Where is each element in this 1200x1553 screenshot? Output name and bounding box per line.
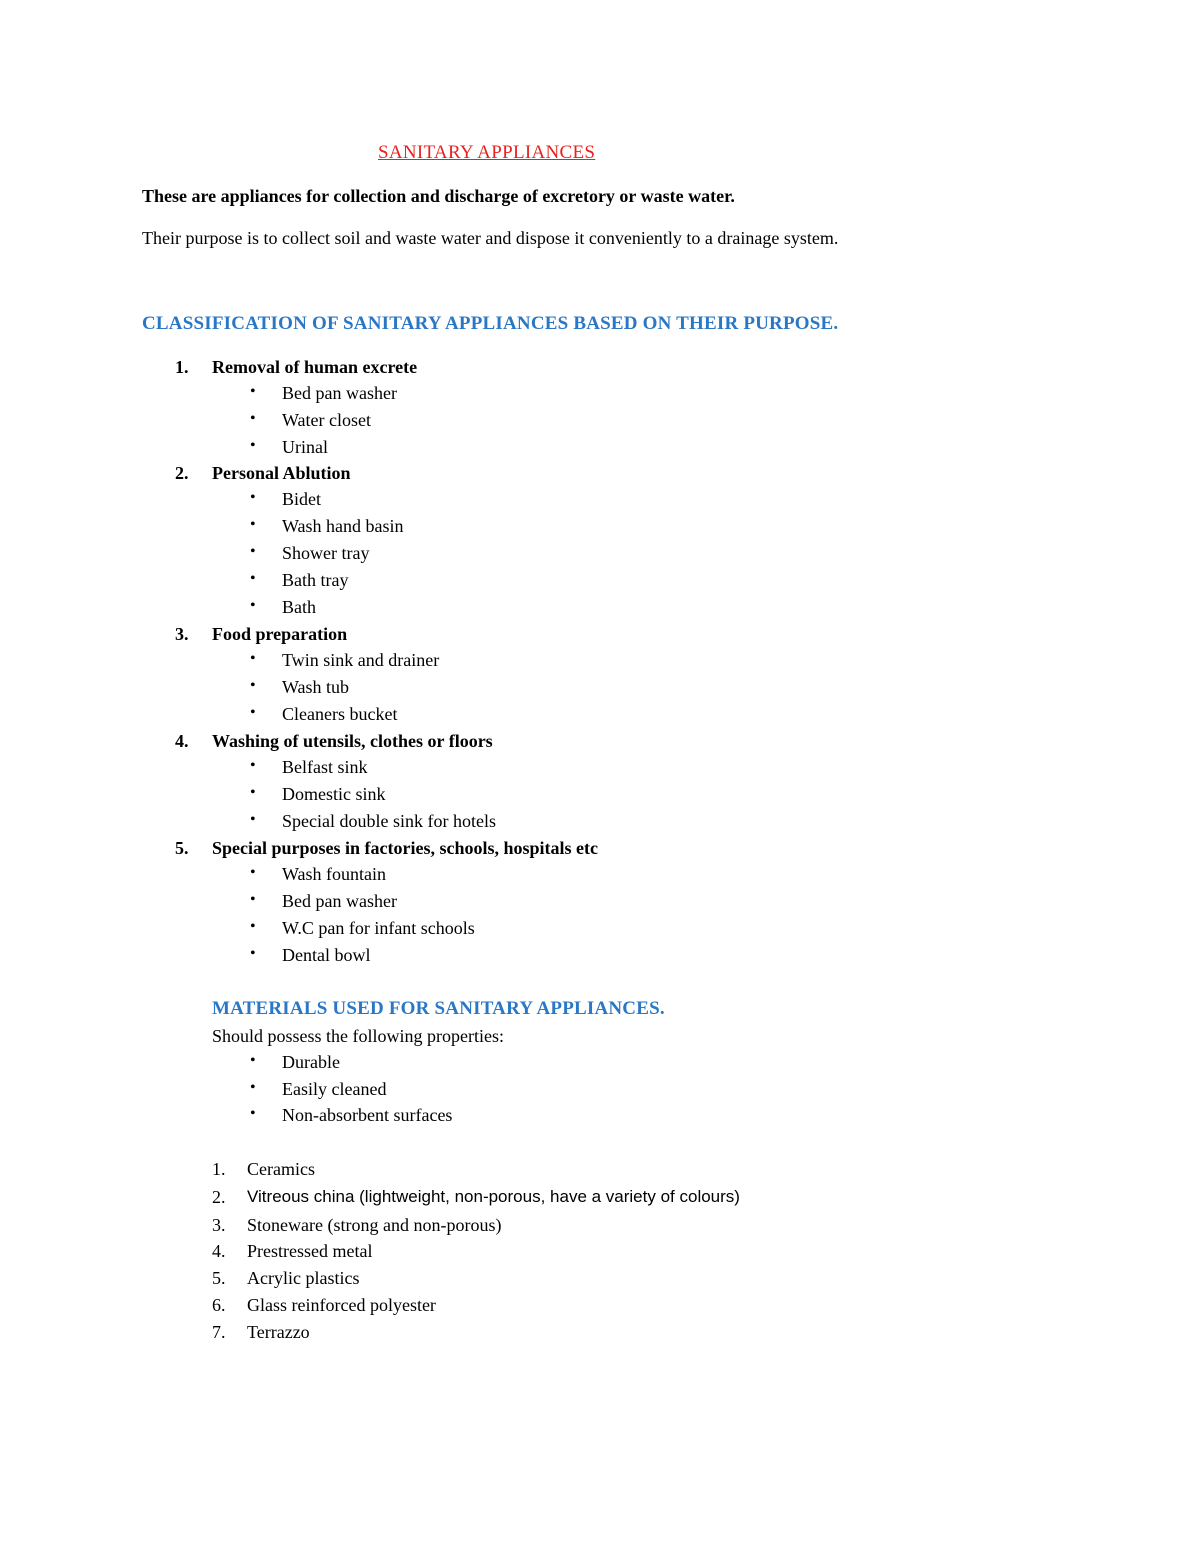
category-number: 4.: [175, 731, 189, 751]
classification-heading: CLASSIFICATION OF SANITARY APPLIANCES BASED ON THEIR PURPOSE.: [142, 313, 839, 334]
materials-heading: MATERIALS USED FOR SANITARY APPLIANCES.: [212, 998, 665, 1019]
bullet-icon: •: [250, 811, 256, 828]
document-page: SANITARY APPLIANCES These are appliances for collection and discharge of excretory or waste water. Their purpose is to collect soil and waste water and dispose it conveniently to a drainage system. CLASSIFICATION OF SANITARY APPLIANCES BASED ON THEIR PURPOSE. 1. Removal of human excrete • Bed pan washer • Water closet • Urinal 2. Personal Ablution • Bidet • Wash hand basin • Shower tray • Bath tray • Bath 3. Food preparation • Twin sink and drainer • Wash tub • Cleaners bucket 4. Washing of utensils, clothes or floors • Belfast sink • Domestic sink • Special double sink for hotels 5. Special purposes in factories, schools, hospitals etc • Wash fountain • Bed pan washer • W.C pan for infant schools • Dental bowl MATERIALS USED FOR SANITARY APPLIANCES. Should possess the following properties: • Durable • Easily cleaned • Non-absorbent surfaces 1. Ceramics 2. Vitreous china (lightweight, non-porous, have a variety of colours) 3. Stoneware (strong and non-porous) 4. Prestressed metal 5. Acrylic plastics 6. Glass reinforced polyester 7. Terrazzo: [142, 142, 839, 1342]
category-label: Food preparation: [212, 624, 348, 644]
bullet-icon: •: [250, 570, 256, 587]
bullet-icon: •: [250, 597, 256, 614]
bullet-icon: •: [250, 784, 256, 801]
bullet-icon: •: [250, 650, 256, 667]
bullet-icon: •: [250, 1052, 256, 1069]
bullet-icon: •: [250, 704, 256, 721]
category-label: Removal of human excrete: [212, 357, 418, 377]
intro-purpose: Their purpose is to collect soil and waste water and dispose it conveniently to a drainage system.: [142, 228, 839, 248]
category-number: 5.: [175, 838, 189, 858]
bullet-icon: •: [250, 543, 256, 560]
bullet-icon: •: [250, 945, 256, 962]
bullet-icon: •: [250, 891, 256, 908]
bullet-icon: •: [250, 489, 256, 506]
bullet-icon: •: [250, 864, 256, 881]
bullet-icon: •: [250, 516, 256, 533]
category-label: Special purposes in factories, schools, hospitals etc: [212, 838, 599, 858]
category-number: 1.: [175, 357, 189, 377]
bullet-icon: •: [250, 410, 256, 427]
bullet-icon: •: [250, 677, 256, 694]
category-number: 2.: [175, 463, 189, 483]
bullet-icon: •: [250, 757, 256, 774]
bullet-icon: •: [250, 918, 256, 935]
bullet-icon: •: [250, 1079, 256, 1096]
category-number: 3.: [175, 624, 189, 644]
materials-intro: Should possess the following properties:: [212, 1026, 504, 1046]
bullet-icon: •: [250, 383, 256, 400]
category-label: Washing of utensils, clothes or floors: [212, 731, 493, 751]
category-label: Personal Ablution: [212, 463, 351, 483]
bullet-icon: •: [250, 437, 256, 454]
page-title: SANITARY APPLIANCES: [378, 142, 596, 163]
bullet-icon: •: [250, 1105, 256, 1122]
intro-definition: These are appliances for collection and discharge of excretory or waste water.: [142, 186, 735, 206]
